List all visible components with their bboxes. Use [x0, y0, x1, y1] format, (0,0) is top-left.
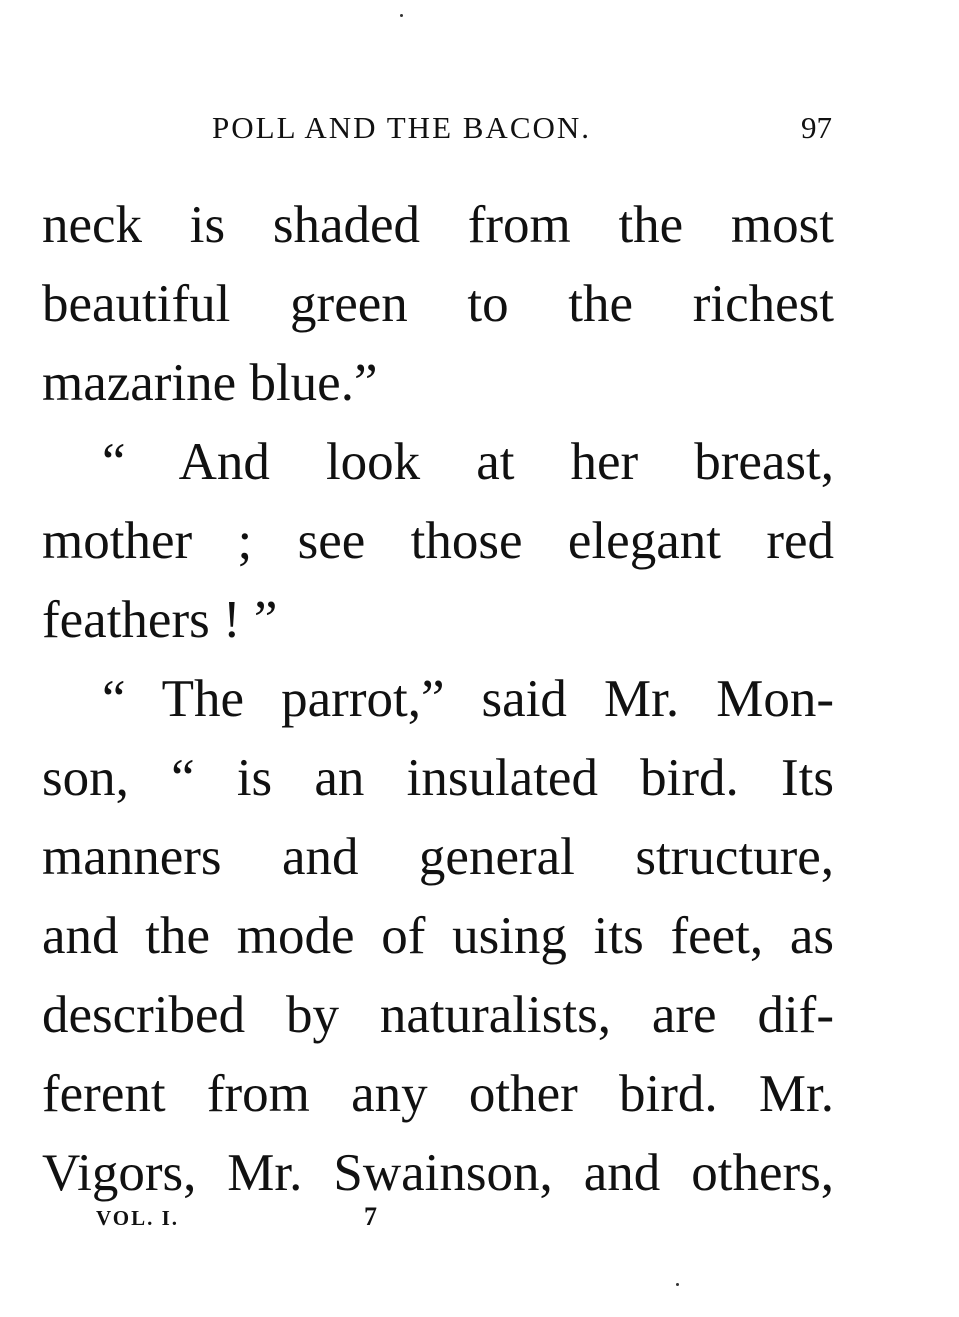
text-line: “ The parrot,” said Mr. Mon- [102, 670, 834, 728]
text-line: described by naturalists, are dif- [42, 986, 834, 1044]
page-footer [42, 1202, 834, 1242]
text-line: son, “ is an insulated bird. Its [42, 749, 834, 807]
text-line: beautiful green to the richest [42, 275, 834, 333]
text-line: “ And look at her breast, [102, 433, 834, 491]
page-number: 97 [801, 110, 832, 145]
text-line: manners and general structure, [42, 828, 834, 886]
page-header [42, 110, 832, 154]
signature-mark: 7 [364, 1202, 377, 1231]
volume-mark: VOL. I. [96, 1206, 180, 1230]
text-line: neck is shaded from the most [42, 196, 834, 254]
print-speck [400, 14, 403, 17]
text-line: Vigors, Mr. Swainson, and others, [42, 1144, 834, 1202]
print-speck [676, 1283, 679, 1286]
text-line: feathers ! ” [42, 591, 278, 649]
body-text [42, 186, 834, 1213]
text-line: and the mode of using its feet, as [42, 907, 834, 965]
text-line: mother ; see those elegant red [42, 512, 834, 570]
text-line: mazarine blue.” [42, 354, 378, 412]
text-line: ferent from any other bird. Mr. [42, 1065, 834, 1123]
running-title: POLL AND THE BACON. [212, 110, 592, 145]
